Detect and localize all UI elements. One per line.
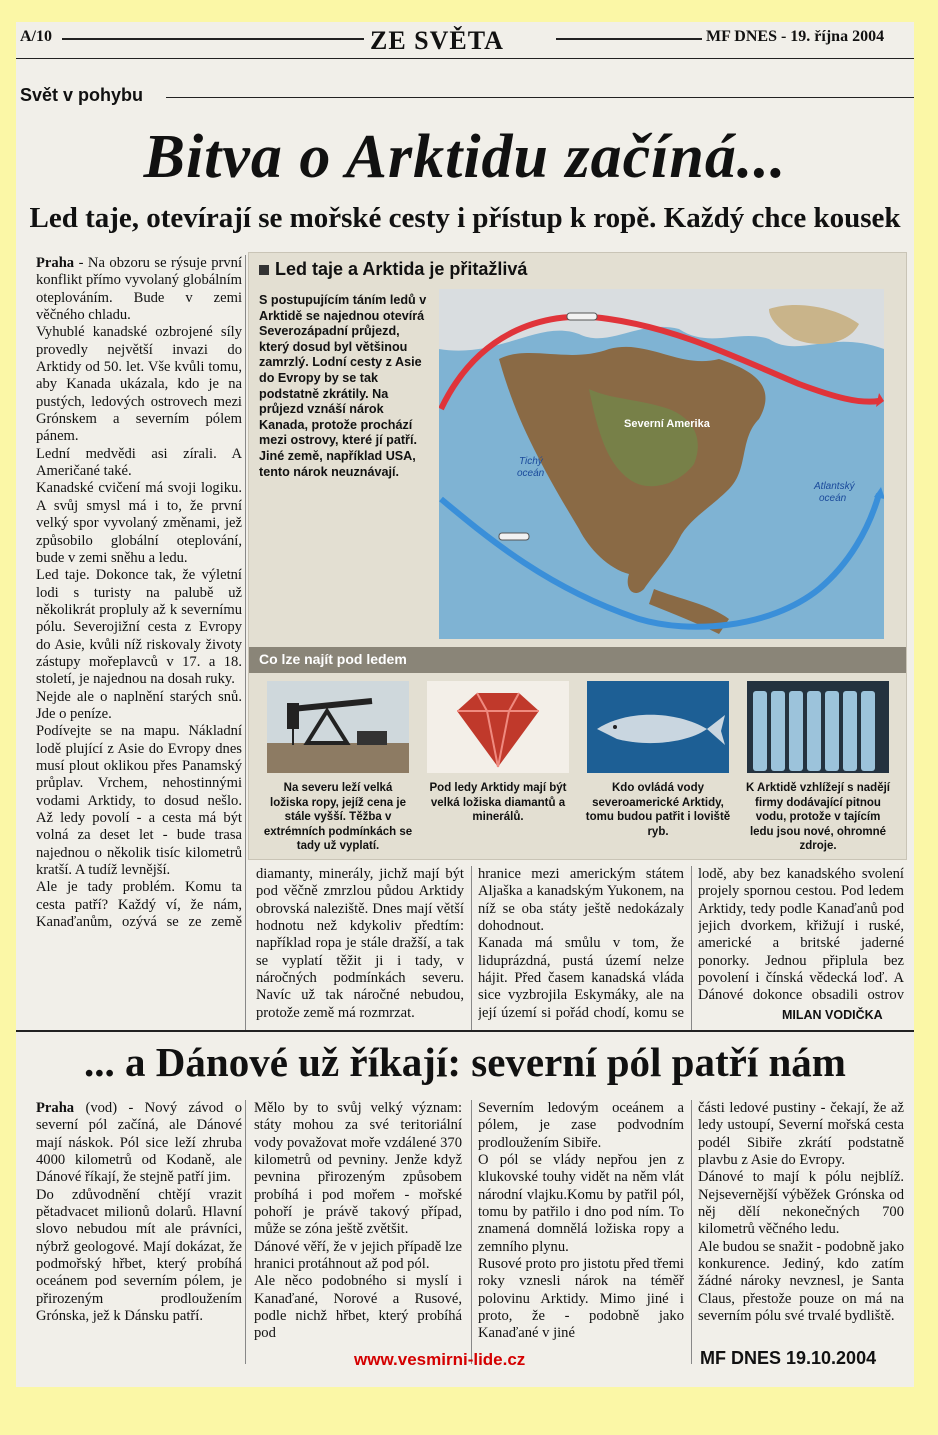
second-article-title: ... a Dánové už říkají: severní pól patří nám bbox=[84, 1039, 846, 1085]
arctic-route-map bbox=[439, 289, 884, 639]
header-rule-left bbox=[62, 38, 364, 40]
second-article-column-1 bbox=[36, 1100, 242, 1364]
resource-diamond bbox=[423, 681, 573, 851]
map-label-atlantic-2: oceán bbox=[819, 493, 847, 504]
resource-oil bbox=[263, 681, 413, 851]
map-label-atlantic-1: Atlantský bbox=[814, 481, 855, 492]
header-rule-right bbox=[556, 38, 702, 40]
column-1-text: - Na obzoru se rýsuje první konflikt přímo vyvolaný globálním oteplováním. Bude v zemi věčného chladu. Vyhublé kanadské ozbrojené síly provedly největší invazi do Arktidy od 50. let. Vše kvůli tomu, aby Kanada ukázala, kdo je na pustých, ledových ostrovech mezi Grónskem a severním pólem pánem. Lední medvědi asi zírali. A Američané také. Kanadské cvičení má svoji logiku. A svůj smysl má i to, že první velký spor vyvolaný změnami, jež způsobilo globální oteplování, bude v zemi sněhu a ledu. Led taje. Dokonce tak, že výletní lodi s turisty na palubě už několikrát propluly až k severnímu pólu. Severojižní cesta z Evropy do Asie, kvůli níž riskovaly životy zástupy mořeplavců v 17. a 18. století, je najednou na dosah ruky. Nejde ale o naplnění starých snů. Jde o peníze. Podívejte se na mapu. Nákladní lodě plující z Asie do Evropy dnes musí plout oklikou přes Panamský průplav. Vrchem, nehostinnými vodami Arktidy, to dosud nešlo. Až ledy povolí - a cesta má být volná za deset let - bude trasa najednou o několik tisíc kilometrů kratší. A tudíž levnější. Ale je tady problém. Komu ta cesta patří? Každý ví, že nám, Kanaďanům, ozývá se ze země bbox=[36, 255, 242, 931]
resource-fish bbox=[583, 681, 733, 851]
dateline: Praha bbox=[36, 1100, 75, 1116]
resource-text: Kdo ovládá vody severoamerické Arktidy, tomu budou patřit i loviště ryb. bbox=[585, 782, 731, 838]
article-subtitle: Led taje, otevírají se mořské cesty i přístup k ropě. Každý chce kousek bbox=[29, 202, 901, 234]
paper-date: MF DNES - 19. října 2004 bbox=[706, 28, 885, 45]
second-article-column-4: části ledové pustiny - čekají, že až ledy ustoupí, Severní mořská cesta podél Sibiře zkrátí podstatně plavbu z Asie do Evropy. Dánové to mají k pólu nejblíž. Nejsevernější výběžek Grónska od něj dělí nekonečných 700 kilometrů věčného ledu. Ale budou se snažit - podobně jako konkurence. Jediný, kdo zatím žádné nároky nevznesl, je Santa Claus, přestože pouze on má na severním pólu své trvalé bydliště. bbox=[698, 1100, 904, 1325]
column-divider bbox=[245, 1100, 246, 1364]
dateline: Praha bbox=[36, 255, 75, 271]
column-divider bbox=[691, 866, 692, 1030]
resource-text: K Arktidě vzhlížejí s nadějí firmy dodávající pitnou vodu, protože v tajícím ledu jsou nové, ohromné zdroje. bbox=[745, 782, 890, 852]
page-number: A/10 bbox=[20, 28, 52, 45]
article-column-1 bbox=[36, 255, 242, 931]
column-divider bbox=[471, 1100, 472, 1364]
section-tag: Svět v pohybu bbox=[20, 85, 144, 105]
infographic-title: Led taje a Arktida je přitažlivá bbox=[259, 259, 527, 280]
column-divider bbox=[245, 255, 246, 1031]
newspaper-page bbox=[16, 22, 914, 1387]
section-name: ZE SVĚTA bbox=[370, 26, 504, 55]
ship-icon bbox=[499, 533, 529, 540]
resource-text: Na severu leží velká ložiska ropy, jejíž cena je stále vyšší. Těžba v extrémních podmínkách se tady už vyplatí. bbox=[263, 782, 413, 852]
whale-icon bbox=[587, 681, 729, 773]
column-divider bbox=[471, 866, 472, 1030]
under-ice-header: Co lze najít pod ledem bbox=[249, 647, 906, 673]
article-divider bbox=[16, 1030, 914, 1032]
column-1-text: (vod) - Nový závod o severní pól začíná, ale Dánové mají náskok. Pól sice leží zhruba 4000 kilometrů od Kodaně, ale Dánové říkají, že stejně patří jim. Do zdůvodnění chtějí vrazit pětadvacet milionů dolarů. Hlavní slovo nebudou mít ale právníci, nýbrž geologové. Mají dokázat, že podmořský hřbet, který probíhá oceánem pod severním pólem, je přirozeným prodloužením Grónska, jež k Dánsku patří. bbox=[36, 1100, 242, 1325]
map-label-pacific-1: Tichý bbox=[519, 456, 543, 467]
article-column-4: lodě, aby bez kanadského svolení projely spornou cestou. Pod ledem Arktidy, tedy podle Kanaďanů pod jejich dvorkem, křižují i ruské, americké a britské jaderné ponorky. Jednou připlula bez povolení i čínská vědecká loď. A Dánové dokonce obsadili ostrov bbox=[698, 866, 904, 1004]
oil-pump-icon bbox=[267, 681, 409, 773]
second-article-column-3: Severním ledovým oceánem a pólem, je zase podvodním prodloužením Sibiře. O pól se vlády nepřou jen z klukovské touhy vidět na něm vlát národní vlajku.Komu by patřil pól, tomu by patřilo i dno pod ním. To znamená domnělá ložiska ropy a zemního plynu. Rusové proto pro jistotu před třemi roky vznesli nárok na téměř polovinu Arktidy. Mimo jiné i proto, že - podobně jako Kanaďané v jiné bbox=[478, 1100, 684, 1342]
infographic-box bbox=[248, 252, 907, 860]
source-url-link[interactable]: www.vesmirni-lide.cz bbox=[354, 1350, 526, 1369]
article-column-2: diamanty, minerály, jichž mají být pod věčně zmrzlou půdou Arktidy obrovská naleziště. Dnes mají větší hodnotu než kdykoliv předtím: například ropa je stále dražší, a tak se vyplatí těžit ji i tady, v náročných podmínkách severu. Navíc už tak náročné nebudou, protože země má rozmrzat. bbox=[256, 866, 464, 1021]
section-tag-rule bbox=[166, 97, 914, 98]
map-label-north-america: Severní Amerika bbox=[624, 418, 710, 430]
diamond-icon bbox=[427, 681, 569, 773]
ship-icon bbox=[567, 313, 597, 320]
square-bullet-icon bbox=[259, 265, 269, 275]
second-article-column-2: Mělo by to svůj velký význam: státy mohou za své teritoriální vody považovat moře vzdálené 370 kilometrů od pevniny. Jenže když pevnina přirozeným způsobem probíhá i pod mořem - mořské pohoří je právě takový případ, může se zóna ještě zvětšit. Dánové věří, že v jejich případě lze hranici protáhnout až pod pól. Ale něco podobného si myslí i Kanaďané, Norové a Rusové, podle nichž hřbet, který probíhá pod bbox=[254, 1100, 462, 1342]
column-divider bbox=[691, 1100, 692, 1364]
header-underline bbox=[16, 58, 914, 59]
source-citation: MF DNES 19.10.2004 bbox=[700, 1348, 877, 1368]
infographic-text: S postupujícím táním ledů v Arktidě se najednou otevírá Severozápadní průjezd, který dosud byl většinou zamrzlý. Lodní cesty z Asie do Evropy by se tak podstatně zkrátily. Na průjezd vznáší nárok Kanada, protože prochází mezi ostrovy, které jí patří. Jiné země, například USA, tento nárok neuznávají. bbox=[259, 293, 427, 479]
resource-water bbox=[743, 681, 893, 851]
resource-text: Pod ledy Arktidy mají být velká ložiska diamantů a minerálů. bbox=[429, 782, 567, 823]
map-label-pacific-2: oceán bbox=[517, 468, 545, 479]
author: MILAN VODIČKA bbox=[782, 1008, 883, 1022]
article-title: Bitva o Arktidu začíná... bbox=[143, 123, 787, 191]
water-bottles-icon bbox=[747, 681, 889, 773]
article-column-3: hranice mezi americkým státem Aljaška a kanadským Yukonem, na níž se oba státy ještě nedokázaly dohodnout. Kanada má smůlu v tom, že liduprázdná, pustá území nelze hájit. Před časem kanadská vláda sice vyzbrojila Eskymáky, ale na její území si pořád chodí, komu se bbox=[478, 866, 684, 1021]
